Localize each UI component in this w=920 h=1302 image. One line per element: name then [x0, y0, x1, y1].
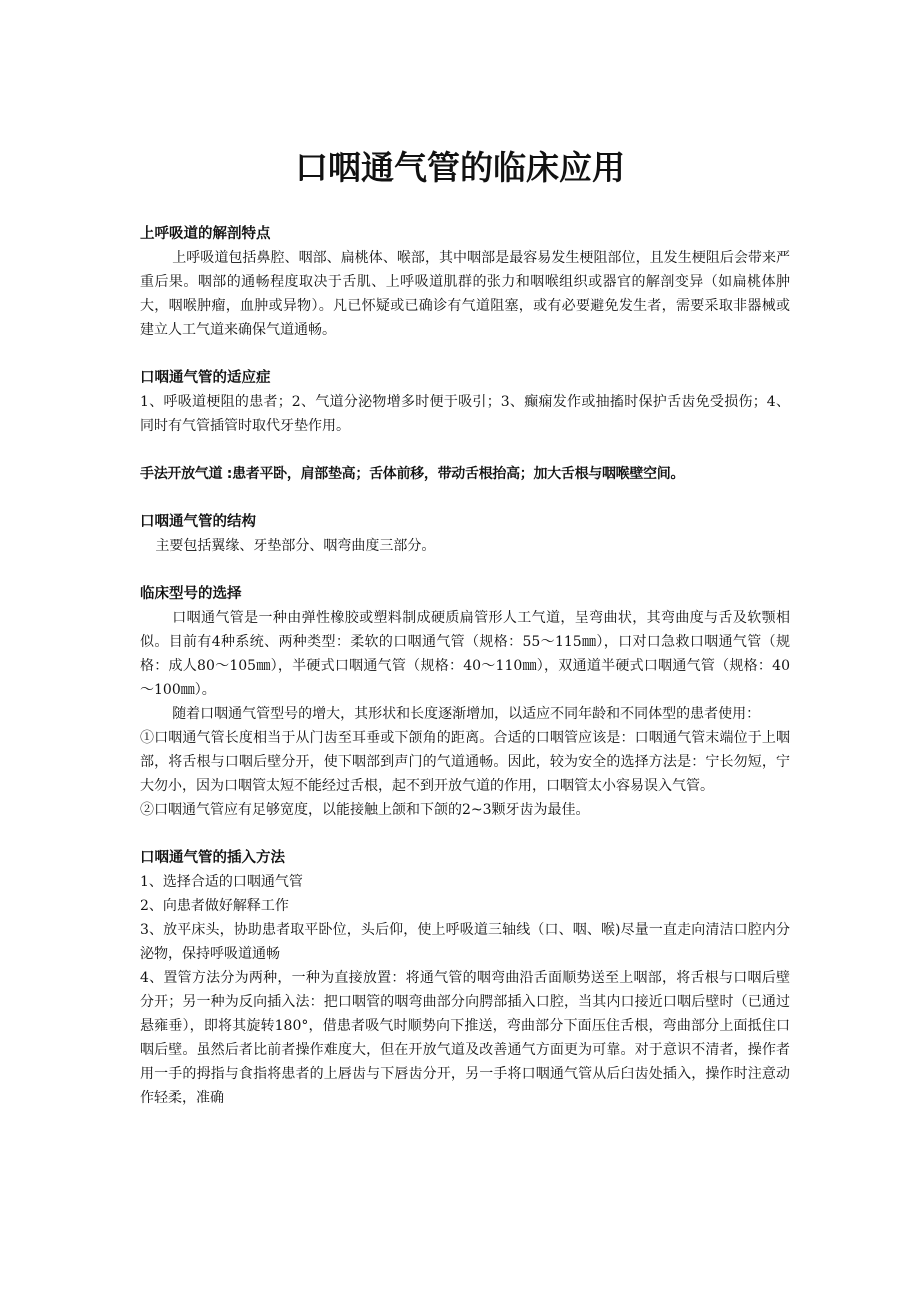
section-heading: 口咽通气管的插入方法: [140, 850, 285, 866]
paragraph: ①口咽通气管长度相当于从门齿至耳垂或下颌角的距离。合适的口咽管应该是：口咽通气管末端位于上咽部，将舌根与口咽后壁分开，使下咽部到声门的气道通畅。因此，较为安全的选择方法是：宁长勿短，宁大勿小，因为口咽管太短不能经过舌根，起不到开放气道的作用，口咽管太小容易误入气管。: [140, 730, 790, 794]
section-structure: [140, 510, 790, 558]
paragraph: 随着口咽通气管型号的增大，其形状和长度逐渐增加，以适应不同年龄和不同体型的患者使用：: [172, 706, 761, 722]
section-size-selection: [140, 582, 790, 822]
paragraph: 上呼吸道包括鼻腔、咽部、扁桃体、喉部，其中咽部是最容易发生梗阻部位，且发生梗阻后会带来严重后果。咽部的通畅程度取决于舌肌、上呼吸道肌群的张力和咽喉组织或器官的解剖变异（如扁桃体肿大，咽喉肿瘤，血肿或异物）。凡已怀疑或已确诊有气道阻塞，或有必要避免发生者，需要采取非器械或建立人工气道来确保气道通畅。: [140, 250, 790, 338]
page-title: 口咽通气管的临床应用: [295, 148, 625, 187]
document-body: [140, 222, 790, 1110]
paragraph: ②口咽通气管应有足够宽度，以能接触上颌和下颌的2~3颗牙齿为最佳。: [140, 802, 590, 818]
paragraph: 口咽通气管是一种由弹性橡胶或塑料制成硬质扁管形人工气道，呈弯曲状，其弯曲度与舌及软颚相似。目前有4种系统、两种类型：柔软的口咽通气管（规格：55～115㎜），口对口急救口咽通气管（规格：成人80～105㎜），半硬式口咽通气管（规格：40～110㎜），双通道半硬式口咽通气管（规格：40～100㎜）。: [140, 610, 790, 698]
paragraph: 主要包括翼缘、牙垫部分、咽弯曲度三部分。: [155, 538, 436, 554]
section-heading: 口咽通气管的结构: [140, 514, 256, 530]
section-anatomy: [140, 222, 790, 342]
bold-statement: 手法开放气道 :患者平卧，肩部垫高；舌体前移，带动舌根抬高；加大舌根与咽喉壁空间。: [140, 466, 685, 482]
list-item: 4、置管方法分为两种，一种为直接放置：将通气管的咽弯曲沿舌面顺势送至上咽部，将舌根与口咽后壁分开；另一种为反向插入法：把口咽管的咽弯曲部分向腭部插入口腔，当其内口接近口咽后壁时（已通过悬雍垂），即将其旋转180°，借患者吸气时顺势向下推送，弯曲部分下面压住舌根，弯曲部分上面抵住口咽后壁。虽然后者比前者操作难度大，但在开放气道及改善通气方面更为可靠。对于意识不清者，操作者用一手的拇指与食指将患者的上唇齿与下唇齿分开，另一手将口咽通气管从后臼齿处插入，操作时注意动作轻柔，准确: [140, 970, 790, 1106]
list-item: 3、放平床头，协助患者取平卧位，头后仰，使上呼吸道三轴线（口、咽、喉)尽量一直走向清洁口腔内分泌物，保持呼吸道通畅: [140, 922, 790, 962]
list-item: 2、向患者做好解释工作: [140, 898, 289, 914]
section-heading: 口咽通气管的适应症: [140, 370, 271, 386]
section-heading: 临床型号的选择: [140, 586, 242, 602]
section-heading: 上呼吸道的解剖特点: [140, 226, 271, 242]
section-indications: [140, 366, 790, 438]
list-item: 1、选择合适的口咽通气管: [140, 874, 303, 890]
paragraph: 1、呼吸道梗阻的患者；2、气道分泌物增多时便于吸引；3、癫痫发作或抽搐时保护舌齿免受损伤；4、同时有气管插管时取代牙垫作用。: [140, 394, 790, 434]
section-insertion-method: [140, 846, 790, 1110]
section-manual-airway: [140, 462, 790, 486]
